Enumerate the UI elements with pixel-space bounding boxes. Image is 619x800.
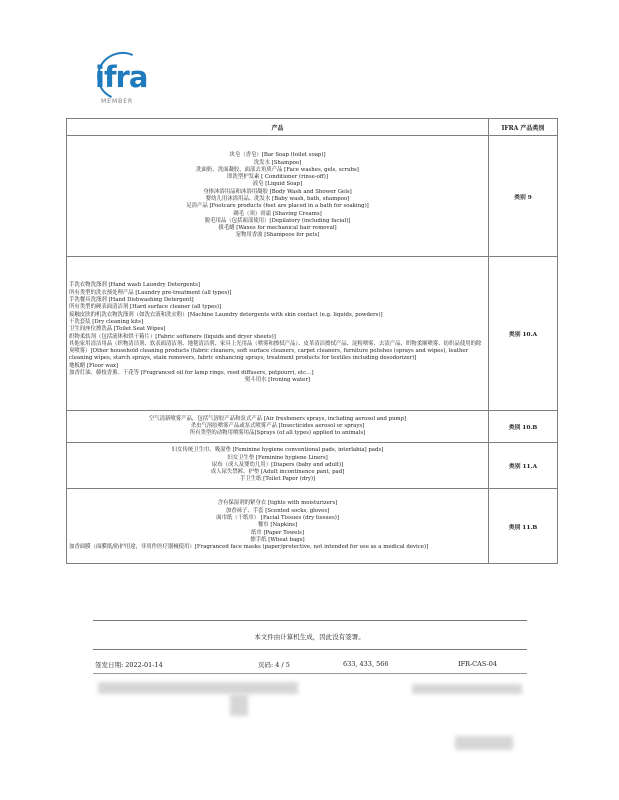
product-line: 加香面膜（面膜纸/防护用途，非用作医疗器械使用）[Fragranced face masks (paper/protective, not intended for use as a medical device)] bbox=[69, 544, 429, 551]
redacted-region bbox=[98, 682, 298, 694]
table-header-row bbox=[67, 119, 558, 136]
product-line: 熨斗用水 [Ironing water] bbox=[244, 377, 311, 384]
product-line: 所有类型的动物用喷雾用品[Sprays (of all types) applied to animals] bbox=[189, 430, 366, 437]
document-number: 633, 433, 566 bbox=[343, 660, 389, 668]
product-line: 空气清新喷雾产品，包括气溶胶产品和泵式产品 [Air fresheners sprays, including aerosol and pump] bbox=[148, 415, 407, 422]
product-line: 纸巾 [Paper Towels] bbox=[251, 529, 304, 536]
page-number: 页码: 4 / 5 bbox=[258, 661, 290, 669]
category-cell: 类别 9 bbox=[489, 136, 558, 257]
category-cell: 类别 10.B bbox=[489, 411, 558, 443]
product-cell bbox=[67, 411, 489, 443]
product-line: 加香灯油、藤枝香薰、干花等 [Fragranced oil for lamp rings, reed diffusers, potpourri, etc…] bbox=[69, 369, 314, 376]
product-line: 婴幼儿用沐浴用品、洗发水 [Baby wash, bath, shampoo] bbox=[205, 196, 350, 202]
sign-date: 签发日期: 2022-01-14 bbox=[95, 661, 163, 669]
product-line: 成人尿失禁裤、护垫 [Adult incontinence pant, pad] bbox=[210, 469, 345, 476]
product-line: 即洗型护发素 [ Conditioner (rinse-off)] bbox=[227, 174, 328, 181]
product-line: 杀虫气溶胶喷雾产品或泵式喷雾产品 [Insecticides aerosol or sprays] bbox=[190, 422, 365, 429]
product-line: 剃毛（须）膏霜 [Shaving Creams] bbox=[233, 210, 322, 217]
product-line: 手卫生纸 [Toilet Paper (dry)] bbox=[239, 476, 316, 483]
category-cell: 类别 11.A bbox=[489, 443, 558, 489]
table-row bbox=[67, 411, 558, 443]
footer-divider-middle bbox=[93, 649, 527, 650]
table-row bbox=[67, 443, 558, 489]
product-line: 宠物用香波 [Shampoos for pets] bbox=[235, 232, 320, 239]
redacted-region bbox=[455, 736, 513, 750]
product-cell bbox=[67, 136, 489, 257]
table-row bbox=[67, 257, 558, 411]
product-line: 接触皮肤的机洗衣物洗涤剂（如洗衣液和洗衣粉）[Machine Laundry detergents with skin contact (e.g. liquids, powders)] bbox=[69, 311, 383, 318]
product-line: 所有类型的硬表面清洁剂 [Hard surface cleaner (all types)] bbox=[69, 304, 222, 311]
product-cell bbox=[67, 489, 489, 564]
product-line: 块皂（香皂）[Bar Soap (toilet soap)] bbox=[229, 152, 326, 159]
product-line: 洗面奶、洗面凝胶、面部去角质产品 [Face washes, gels, scrubs] bbox=[196, 166, 359, 173]
product-line: 卫生间座位擦洗品 [Toilet Seat Wipes] bbox=[69, 326, 166, 333]
ifra-member-logo bbox=[95, 52, 155, 108]
logo-member-text: MEMBER bbox=[101, 98, 134, 105]
header-product: 产品 bbox=[67, 119, 489, 136]
category-cell: 类别 10.A bbox=[489, 257, 558, 411]
table-row bbox=[67, 489, 558, 564]
redacted-region bbox=[230, 694, 248, 716]
category-cell: 类别 11.B bbox=[489, 489, 558, 564]
redacted-region bbox=[412, 684, 522, 694]
product-line: 尿布（成人及婴幼儿用）[Diapers (baby and adult)] bbox=[211, 461, 344, 468]
header-category: IFRA 产品类别 bbox=[489, 119, 558, 136]
product-line: 含有保湿剂的紧身衣 [tights with moisturizers] bbox=[217, 500, 338, 507]
document-id: IFR-CAS-04 bbox=[458, 660, 497, 668]
product-line: 面巾纸（干纸巾） [Facial Tissues (dry tissues)] bbox=[216, 515, 339, 522]
product-line: 所有类型的洗衣预处理产品 [Laundry pre-treatment (all types)] bbox=[69, 289, 232, 296]
computer-generated-note: 本文件由计算机生成，因此没有签署。 bbox=[254, 633, 365, 641]
product-line: 擦手纸 [Wheat bags] bbox=[250, 536, 305, 543]
product-line: 脱毛用品（包括面部使用）[Depilatory (including facial)] bbox=[204, 217, 351, 224]
product-line: 干洗套装 [Dry cleaning kits] bbox=[69, 318, 144, 325]
product-line: 液皂 [Liquid Soap] bbox=[252, 181, 303, 188]
footer-divider-bottom bbox=[93, 673, 527, 674]
product-category-table bbox=[66, 118, 558, 564]
product-line: 妇女卫生垫 [Feminine hygiene Liners] bbox=[227, 454, 328, 461]
product-line: 洗发水 [Shampoo] bbox=[253, 159, 302, 166]
product-line: 餐巾 [Napkins] bbox=[257, 522, 298, 529]
product-line: 地板蜡 [Floor wax] bbox=[69, 362, 119, 369]
product-cell bbox=[67, 257, 489, 411]
product-line: 手洗餐具洗涤剂 [Hand Dishwashing Detergent] bbox=[69, 297, 194, 304]
product-line: 身体沐浴用品和沐浴用凝胶 [Body Wash and Shower Gels] bbox=[203, 188, 352, 195]
footer-divider-top bbox=[93, 620, 527, 621]
product-line: 妇女传统卫生巾、吸湿垫 [Feminine hygiene conventional pads, interlabia] pads] bbox=[171, 447, 384, 454]
table-row bbox=[67, 136, 558, 257]
product-line: 足浴产品 [Footcare products (feet are placed in a bath for soaking)] bbox=[186, 203, 369, 210]
product-line: 加香袜子、手套 [Scented socks, gloves] bbox=[225, 507, 330, 514]
logo-text: ifra bbox=[95, 60, 148, 94]
product-cell bbox=[67, 443, 489, 489]
product-line: 织物柔软剂（包括液体和烘干箱片）[Fabric softeners (liquids and dryer sheets)] bbox=[69, 333, 276, 340]
product-line: 拔毛蜡 [Waxes for mechanical hair removal] bbox=[218, 225, 337, 232]
product-line: 手洗衣物洗涤剂 [Hand wash Laundry Detergents] bbox=[69, 282, 200, 289]
product-line: 其他家用清洁用品（织物清洁剂、软表面清洁剂、地毯清洁剂、家具上光用品（喷雾和擦拭产品）、皮革清洁擦拭产品、淀粉喷雾、去渍产品、织物柔顺喷雾、纺织品使用的除臭喷雾）[Other household cleaning products (fabric cleaners, soft surface cleaners, carpet cleaners, furniture polishes (sprays and wipes), leather cleaning wipes, starch sprays, stain removers, fabric enhancing sprays, treatment products for textiles including desodorizer)] bbox=[69, 340, 482, 362]
